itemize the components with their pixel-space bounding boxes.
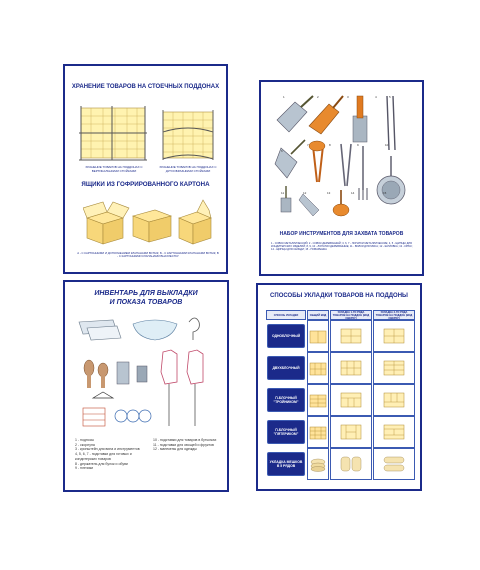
- layer1-cell: [330, 384, 372, 416]
- display-equipment-illustration: [73, 312, 223, 432]
- table-header: УКЛАДКА 2-ГО РЯДА ТОВАРОВ НА ПОДДОН (ВИД СВЕРХУ): [373, 310, 415, 320]
- layer2-cell: [373, 384, 415, 416]
- layer1-cell: [330, 320, 372, 352]
- tool-number: 11: [281, 191, 285, 195]
- tools-illustration: [267, 90, 417, 230]
- general-view-cell: [307, 320, 329, 352]
- tools-title: НАБОР ИНСТРУМЕНТОВ ДЛЯ ЗАХВАТА ТОВАРОВ: [279, 231, 404, 237]
- poster-storage-title: ХРАНЕНИЕ ТОВАРОВ НА СТОЕЧНЫХ ПОДДОНАХ: [71, 84, 220, 90]
- tool-number: 7: [307, 143, 309, 147]
- general-view-cell: [307, 416, 329, 448]
- layer2-cell: [373, 320, 415, 352]
- stacking-table: [266, 310, 416, 482]
- storage-caption-right: ХРАНЕНИЕ ТОВАРОВ НА ПОДДОНАХ С ДУГООБРАЗНЫМИ СТОЙКАМИ: [159, 165, 217, 173]
- row-label: П-БЛОЧНЫЙ "ТРОЙНИКОМ": [267, 388, 305, 412]
- row-label: П-БЛОЧНЫЙ "ПЯТЕРИКОМ": [267, 420, 305, 444]
- general-view-cell: [307, 448, 329, 480]
- table-header: УКЛАДКА 1-ГО РЯДА ТОВАРОВ НА ПОДДОН (ВИД СВЕРХУ): [330, 310, 372, 320]
- general-view-cell: [307, 384, 329, 416]
- table-header: СПОСОБ УКЛАДКИ: [266, 310, 306, 320]
- tool-number: 2: [317, 95, 319, 99]
- storage-footnote: А - С КАРТОННЫМИ И ДОПОЛНЕНИЕМ КЛАПАНАМИ ВСТЫК; Б - С КАРТОННЫМИ КЛАПАНАМИ ВСТЫК; В - С КАРТОННЫМИ КЛАПАНАМИ ВНАХЛЕСТКУ: [77, 251, 219, 259]
- layer2-cell: [373, 352, 415, 384]
- display-title-line1: ИНВЕНТАРЬ ДЛЯ ВЫКЛАДКИ: [94, 290, 198, 297]
- pallet-rack-arched-image: [161, 106, 217, 162]
- poster-grabbing-tools: [259, 80, 424, 276]
- poster-stacking-methods: [256, 283, 422, 491]
- tool-number: 8: [329, 143, 331, 147]
- storage-subtitle: ЯЩИКИ ИЗ ГОФРИРОВАННОГО КАРТОНА: [81, 181, 210, 188]
- tool-number: 14: [351, 191, 355, 195]
- general-view-cell: [307, 352, 329, 384]
- pallet-rack-vertical-image: [79, 104, 149, 162]
- tool-number: 15: [383, 191, 387, 195]
- layer1-cell: [330, 448, 372, 480]
- stacking-title: СПОСОБЫ УКЛАДКИ ТОВАРОВ НА ПОДДОНЫ: [270, 293, 408, 299]
- display-legend-right: 10 - подставки для товаров в бутылках 11 - подставки для овощей и фруктов 12 - манекены для одежды: [153, 438, 217, 452]
- tool-number: 4: [375, 95, 377, 99]
- display-title-line2: И ПОКАЗА ТОВАРОВ: [109, 299, 183, 306]
- tool-number: 1: [283, 95, 285, 99]
- cardboard-boxes-image: [83, 196, 213, 246]
- tool-number: 3: [347, 95, 349, 99]
- row-label: ОДНОБЛОЧНЫЙ: [267, 324, 305, 348]
- layer1-cell: [330, 352, 372, 384]
- table-header: ОБЩИЙ ВИД: [307, 310, 329, 320]
- tools-description: 1 - СОВОК МЕТАЛЛИЧЕСКИЙ; 2 - СОВОК ДЕРЕВЯННЫЙ; 3, 6, 7 - ЛОПАТКИ МЕТАЛЛИЧЕСКИЕ; 4, 5 - ЩИПЦЫ ДЛЯ КОНДИТЕРСКИХ ИЗДЕЛИЙ; 8, 9, 10 - ЛОПАТКИ ДЕРЕВЯННЫЕ; 11 - ВИЛКИ ДЛЯ МЯСА; 12 - ШУМОВКА; 13 - КРЮК; 14 - ЩИПЦЫ ДЛЯ СЕЛЬДИ; 15 - ПОВАРЕШКА: [271, 242, 413, 252]
- layer1-cell: [330, 416, 372, 448]
- tool-number: 12: [303, 191, 307, 195]
- tool-number: 5: [389, 95, 391, 99]
- tool-number: 6: [281, 149, 283, 153]
- display-legend-left: 1 - подносы 2 - скорлупа 3 - кронштейн для вина и инструментов 4, 5, 6, 7 - подставки для готовых и кондитерских товаров 8 - держатель для булок и обуви 9 - плечики: [75, 438, 140, 471]
- layer2-cell: [373, 416, 415, 448]
- row-label: УКЛАДКА МЕШКОВ В 5 РЯДОВ: [267, 452, 305, 476]
- storage-caption-left: ХРАНЕНИЕ ТОВАРОВ НА ПОДДОНАХ С ВЕРТИКАЛЬНЫМИ СТОЙКАМИ: [85, 165, 143, 173]
- tool-number: 9: [357, 143, 359, 147]
- poster-display-inventory: [63, 280, 229, 492]
- tool-number: 13: [327, 191, 331, 195]
- row-label: ДВУХБЛОЧНЫЙ: [267, 356, 305, 380]
- poster-storage-pallets: [63, 64, 228, 274]
- layer2-cell: [373, 448, 415, 480]
- tool-number: 10: [385, 143, 389, 147]
